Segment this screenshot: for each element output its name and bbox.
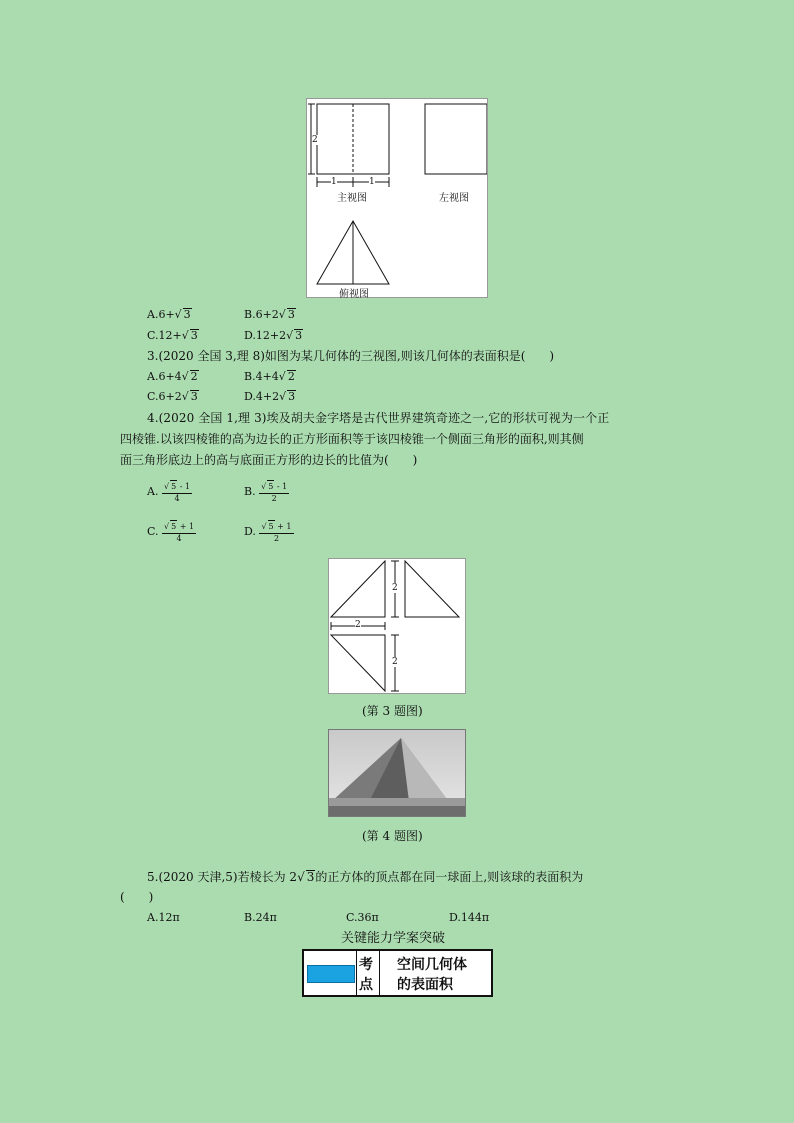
q5-option-d: D.144π bbox=[449, 911, 490, 924]
q3-three-view-diagram bbox=[329, 559, 465, 693]
q3-option-a: A.6+4√ 2 bbox=[147, 370, 198, 383]
q3-dim-horizontal: 2 bbox=[355, 620, 361, 630]
q5-option-b: B.24π bbox=[244, 911, 277, 924]
q4-option-b: B. $\frac{√ 5 - 1}{2}$ bbox=[244, 482, 288, 503]
kaodian-label-1: 考 bbox=[359, 957, 373, 973]
section-title: 关键能力学案突破 bbox=[341, 931, 446, 946]
top-view-caption: 俯视图 bbox=[339, 289, 369, 300]
prev-option-b: B.6+2√ 3 bbox=[244, 308, 295, 321]
prev-option-a: A.6+√ 3 bbox=[147, 308, 191, 321]
prev-option-c: C.12+√ 3 bbox=[147, 329, 198, 342]
q4-option-d: D. $\frac{√ 5 + 1}{2}$ bbox=[244, 522, 292, 543]
q5-stem-paren: ( ) bbox=[120, 890, 154, 904]
q3-option-d: D.4+2√ 3 bbox=[244, 390, 296, 403]
q4-figure-caption: (第 4 题图) bbox=[362, 829, 423, 843]
q4-option-c: C. $\frac{√ 5 + 1}{4}$ bbox=[147, 522, 195, 543]
kaodian-topic-1: 空间几何体 bbox=[397, 957, 467, 973]
kaodian-badge bbox=[307, 965, 355, 983]
q3-dim-bottom: 2 bbox=[392, 657, 398, 667]
q5-option-a: A.12π bbox=[147, 911, 180, 924]
pyramid-image bbox=[329, 730, 465, 816]
kaodian-label-2: 点 bbox=[359, 977, 373, 993]
q4-stem-line3: 面三角形底边上的高与底面正方形的边长的比值为( ) bbox=[120, 453, 418, 467]
q3-stem: 3.(2020 全国 3,理 8)如图为某几何体的三视图,则该几何体的表面积是( ) bbox=[147, 349, 555, 363]
width-label-left: 1 bbox=[331, 177, 337, 187]
q4-option-a: A. $\frac{√ 5 - 1}{4}$ bbox=[147, 482, 191, 503]
front-view-caption: 主视图 bbox=[337, 193, 367, 204]
q3-figure-caption: (第 3 题图) bbox=[362, 704, 423, 718]
width-label-right: 1 bbox=[369, 177, 375, 187]
q4-stem-line2: 四棱锥.以该四棱锥的高为边长的正方形面积等于该四棱锥一个侧面三角形的面积,则其侧 bbox=[120, 432, 584, 446]
kaodian-divider-left bbox=[356, 951, 357, 995]
q3-dim-top: 2 bbox=[392, 583, 398, 593]
q5-option-c: C.36π bbox=[346, 911, 379, 924]
pyramid-photo bbox=[328, 729, 466, 817]
q3-figure bbox=[328, 558, 466, 694]
q4-stem-line1: 4.(2020 全国 1,理 3)埃及胡夫金字塔是古代世界建筑奇迹之一,它的形状可视为一个正 bbox=[147, 411, 610, 425]
kaodian-box bbox=[302, 949, 493, 997]
q5-stem: 5.(2020 天津,5)若棱长为 2√ 3的正方体的顶点都在同一球面上,则该球的表面积为 bbox=[147, 870, 584, 884]
side-view-caption: 左视图 bbox=[439, 193, 469, 204]
three-view-figure bbox=[306, 98, 488, 298]
q3-option-b: B.4+4√ 2 bbox=[244, 370, 295, 383]
q3-option-c: C.6+2√ 3 bbox=[147, 390, 198, 403]
kaodian-divider-right bbox=[379, 951, 380, 995]
kaodian-topic-2: 的表面积 bbox=[397, 977, 453, 993]
prev-option-d: D.12+2√ 3 bbox=[244, 329, 303, 342]
height-label: 2 bbox=[312, 135, 318, 145]
